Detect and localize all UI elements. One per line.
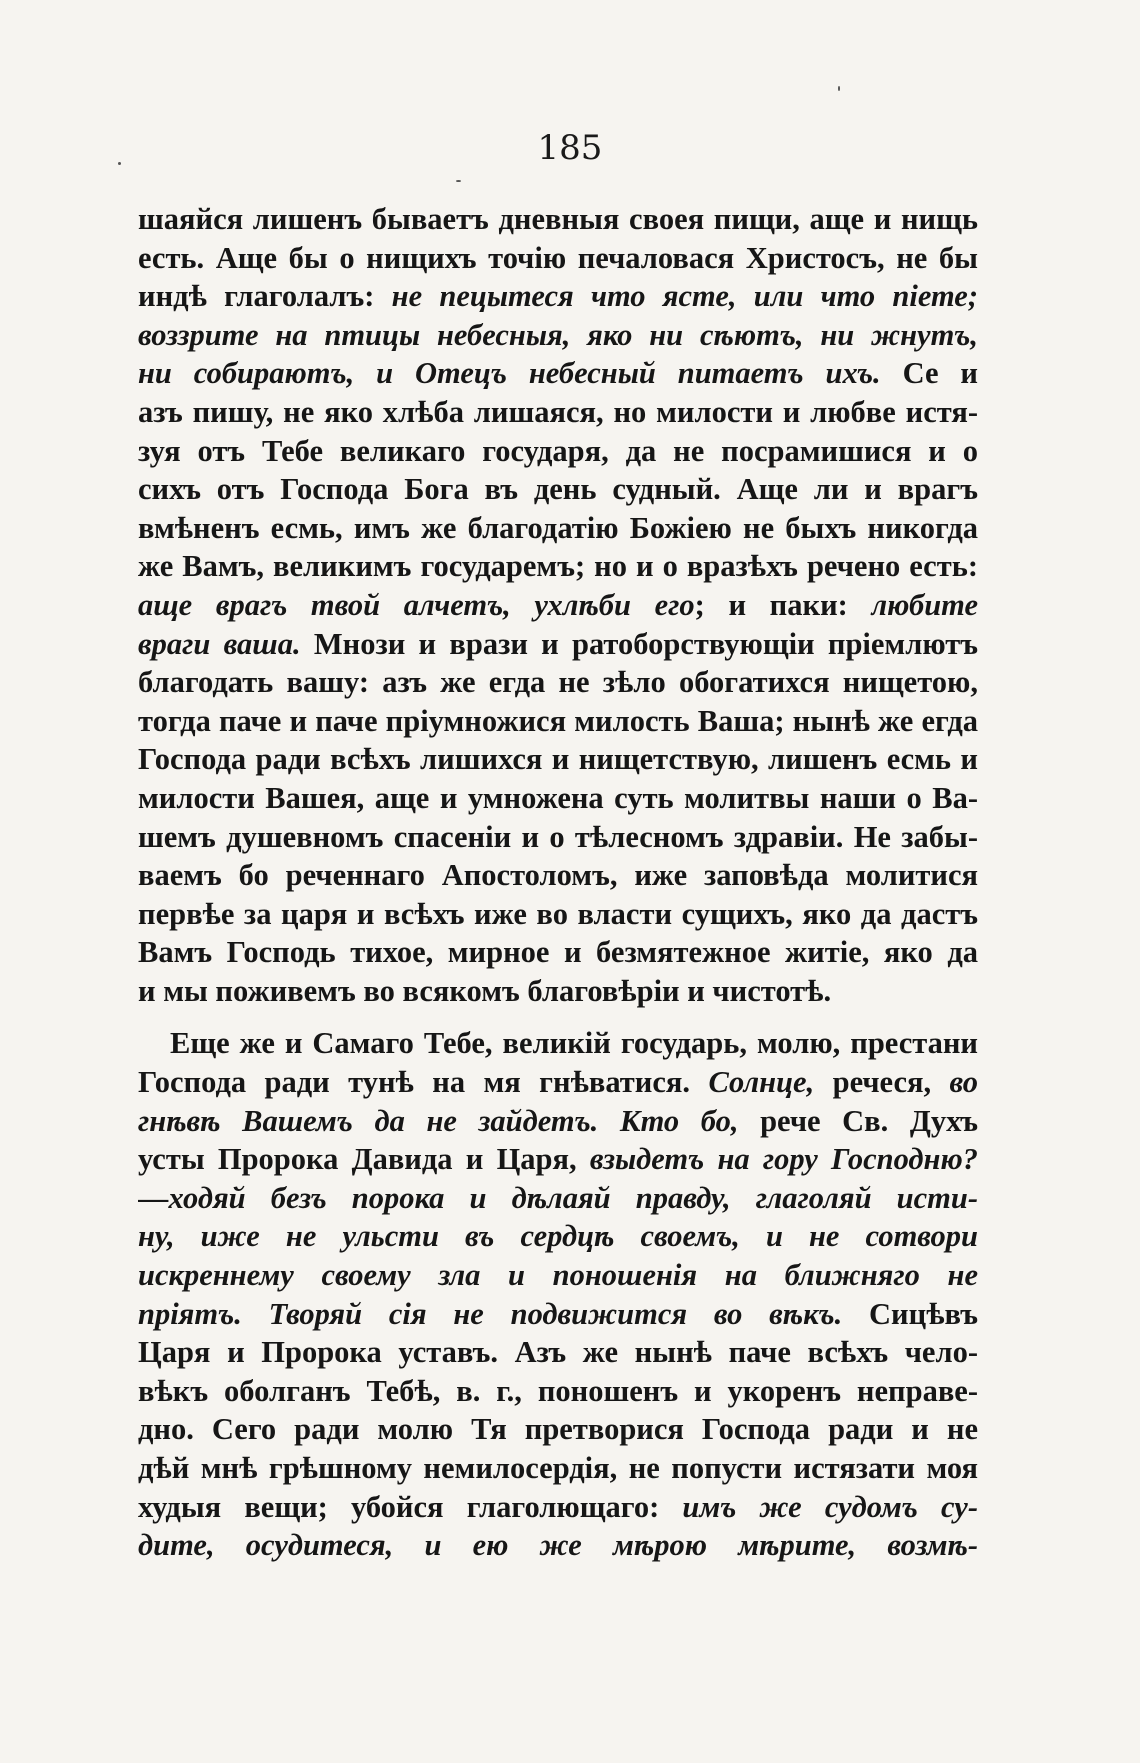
- italic-quote: враги ваша.: [138, 626, 301, 661]
- italic-quote: гнѣвѣ Вашемъ да не зайдетъ. Кто бо,: [138, 1103, 739, 1138]
- text-run: Господа ради всѣхъ лишихся и нищетствую, лишенъ есмь и: [138, 742, 978, 777]
- text-run: милости Вашея, аще и умножена суть молитвы наши о Ва-: [138, 780, 978, 815]
- text-run: же Вамъ, великимъ государемъ; но и о вразѣхъ речено есть:: [138, 549, 978, 584]
- text-line: [138, 470, 978, 509]
- text-run: благодать вашу: азъ же егда не зѣло обогатихся нищетою,: [138, 665, 978, 700]
- text-line: [138, 1102, 978, 1141]
- text-line: [138, 702, 978, 741]
- italic-quote: взыдетъ на гору Господню?: [589, 1142, 978, 1177]
- text-run: Еще же и Самаго Тебе, великій государь, молю, престани: [170, 1026, 978, 1061]
- text-line: [138, 239, 978, 278]
- text-line: [138, 586, 978, 625]
- italic-quote: искреннему своему зла и поношенія на ближняго не: [138, 1258, 978, 1293]
- text-run: усты Пророка Давида и Царя,: [138, 1142, 590, 1177]
- text-line: [138, 1256, 978, 1295]
- italic-quote: имъ же судомъ су-: [682, 1489, 978, 1524]
- text-run: азъ пишу, не яко хлѣба лишаяся, но милости и любве истя-: [138, 394, 978, 429]
- text-line: [138, 354, 978, 393]
- text-run: Господа ради тунѣ на мя гнѣватися.: [138, 1065, 709, 1100]
- text-run: дѣй мнѣ грѣшному немилосердія, не попусти истязати моя: [138, 1451, 978, 1485]
- text-run: рече Св. Духъ: [738, 1103, 978, 1138]
- text-line: [138, 625, 978, 664]
- italic-quote: ни собираютъ, и Отецъ небесный питаетъ ихъ.: [138, 356, 881, 391]
- text-run: первѣе за царя и всѣхъ иже во власти сущихъ, яко да дастъ: [138, 896, 978, 931]
- italic-quote: ну, иже не ульсти въ сердцѣ своемъ, и не сотвори: [138, 1219, 978, 1254]
- text-run: шаяйся лишенъ бываетъ дневныя своея пищи, аще и нищь: [138, 202, 978, 236]
- text-run: речеся,: [814, 1065, 950, 1100]
- text-line: [138, 1217, 978, 1256]
- page-number: 185: [537, 128, 603, 168]
- text-line: [138, 509, 978, 548]
- text-line: [138, 1295, 978, 1334]
- text-run: вмѣненъ есмь, имъ же благодатію Божіею не быхъ никогда: [138, 510, 978, 545]
- text-run: Царя и Пророка уставъ. Азъ же нынѣ паче всѣхъ чело-: [138, 1335, 978, 1370]
- text-line: [138, 1410, 978, 1449]
- text-run: и мы поживемъ во всякомъ благовѣріи и чистотѣ.: [138, 973, 832, 1008]
- text-line: [138, 1488, 978, 1527]
- text-run: шемъ душевномъ спасеніи и о тѣлесномъ здравіи. Не забы-: [138, 819, 978, 854]
- text-run: Вамъ Господь тихое, мирное и безмятежное житіе, яко да: [138, 935, 978, 970]
- text-line: [138, 895, 978, 934]
- text-run: худыя вещи; убойся глаголющаго:: [138, 1489, 683, 1524]
- print-speck: [456, 180, 461, 182]
- text-run: ваемъ бо реченнаго Апостоломъ, иже заповѣда молитися: [138, 858, 978, 893]
- body-text: [138, 200, 978, 1565]
- text-run: дно. Сего ради молю Тя претворися Господа ради и не: [138, 1412, 978, 1447]
- text-line: [138, 1526, 978, 1565]
- text-run: вѣкъ оболганъ Тебѣ, в. г., поношенъ и укоренъ неправе-: [138, 1373, 978, 1408]
- text-line: [138, 393, 978, 432]
- text-run: индѣ глаголалъ:: [138, 279, 392, 314]
- text-line: [138, 779, 978, 818]
- text-line: [138, 972, 978, 1011]
- text-line: [138, 1333, 978, 1372]
- text-line: [138, 856, 978, 895]
- print-speck: [838, 86, 840, 91]
- text-line: [138, 1140, 978, 1179]
- text-line: [138, 1449, 978, 1488]
- italic-quote: любите: [871, 587, 978, 622]
- italic-quote: Солнце,: [708, 1065, 815, 1100]
- italic-quote: —ходяй безъ порока и дѣлаяй правду, глаголяй исти-: [138, 1180, 978, 1215]
- text-line: [138, 1024, 978, 1063]
- text-line: [138, 663, 978, 702]
- text-run: Се и: [880, 356, 978, 391]
- text-run: ; и паки:: [694, 587, 872, 622]
- text-line: [138, 316, 978, 355]
- text-run: тогда паче и паче пріумножися милость Ваша; нынѣ же егда: [138, 703, 978, 738]
- italic-quote: не пецытеся что ясте, или что піете;: [391, 279, 978, 314]
- text-run: сихъ отъ Господа Бога въ день судный. Аще ли и врагъ: [138, 472, 978, 507]
- paragraph-gap: [138, 1010, 978, 1024]
- text-line: [138, 1063, 978, 1102]
- text-line: [138, 818, 978, 857]
- italic-quote: дите, осудитеся, и ею же мѣрою мѣрите, возмѣ-: [138, 1528, 978, 1563]
- italic-quote: воззрите на птицы небесныя, яко ни сѣютъ, ни жнутъ,: [138, 317, 978, 352]
- text-line: [138, 277, 978, 316]
- text-line: [138, 547, 978, 586]
- text-line: [138, 1179, 978, 1218]
- text-line: [138, 1372, 978, 1411]
- text-run: Мнози и врази и ратоборствующіи пріемлютъ: [300, 626, 978, 661]
- text-line: [138, 200, 978, 239]
- text-line: [138, 740, 978, 779]
- italic-quote: аще врагъ твой алчетъ, ухлѣби его: [138, 587, 695, 622]
- text-line: [138, 933, 978, 972]
- italic-quote: во: [949, 1065, 978, 1100]
- print-speck: [118, 162, 121, 165]
- text-line: [138, 432, 978, 471]
- text-run: есть. Аще бы о нищихъ точію печаловася Христосъ, не бы: [138, 240, 978, 275]
- text-run: зуя отъ Тебе великаго государя, да не посрамишися и о: [138, 433, 978, 468]
- text-run: Сицѣвъ: [842, 1296, 978, 1331]
- italic-quote: пріятъ. Творяй сія не подвижится во вѣкъ.: [138, 1296, 843, 1331]
